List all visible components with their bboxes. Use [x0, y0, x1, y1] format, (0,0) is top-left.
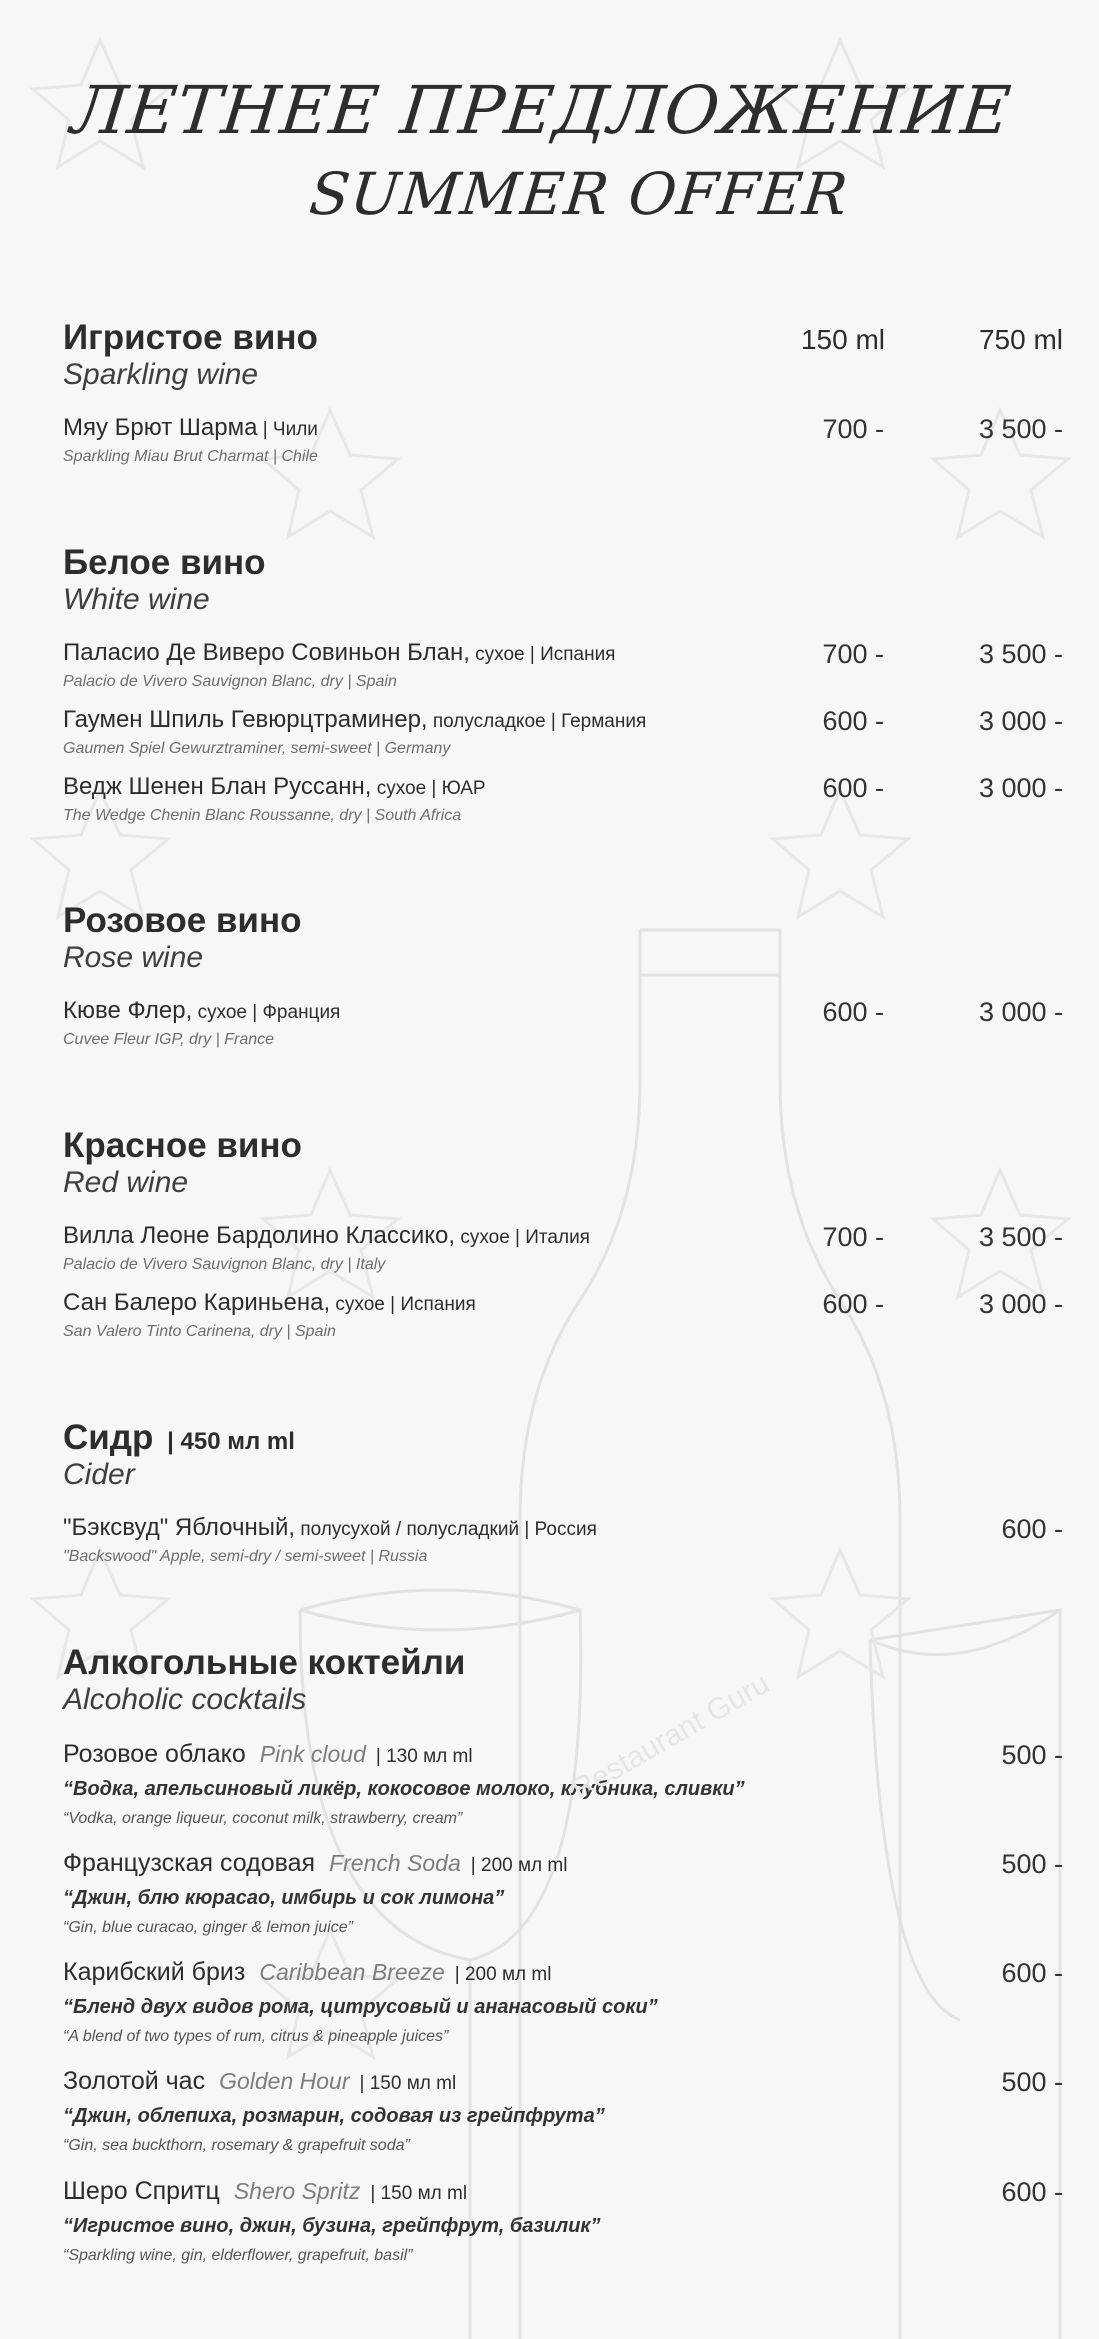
item-name-ru: Ведж Шенен Блан Руссанн, сухое | ЮАР: [63, 773, 486, 800]
item-name-ru: Паласио Де Виверо Совиньон Блан, сухое | Испания: [63, 639, 616, 666]
cocktail-description-en: “Vodka, orange liqueur, coconut milk, strawberry, cream”: [63, 1810, 463, 1827]
price-bottle: 3 500 -: [978, 639, 1063, 669]
item-name-ru: Вилла Леоне Бардолино Классико, сухое | Италия: [63, 1222, 590, 1249]
cocktail-name: Розовое облако Pink cloud | 130 мл ml: [63, 1740, 473, 1768]
section-title-en: Red wine: [63, 1166, 189, 1199]
section-title-ru: Сидр | 450 мл ml: [63, 1418, 295, 1457]
item-name-en: Cuvee Fleur IGP, dry | France: [63, 1031, 275, 1048]
item-name-en: Gaumen Spiel Gewurztraminer, semi-sweet | Germany: [63, 740, 451, 757]
price: 500 -: [1001, 1740, 1063, 1770]
column-header-bottle: 750 ml: [978, 324, 1063, 355]
price-glass: 700 -: [822, 639, 884, 669]
price-bottle: 3 000 -: [978, 773, 1063, 803]
price-glass: 700 -: [822, 414, 884, 444]
cocktail-name: Французская содовая French Soda | 200 мл ml: [63, 1849, 568, 1877]
item-name-en: Palacio de Vivero Sauvignon Blanc, dry | Spain: [63, 673, 397, 690]
section-title-en: Sparkling wine: [63, 358, 259, 391]
section-title-en: Cider: [63, 1458, 135, 1491]
price-glass: 600 -: [822, 997, 884, 1027]
cocktail-description-ru: “Игристое вино, джин, бузина, грейпфрут, базилик”: [63, 2215, 601, 2237]
price-glass: 600 -: [822, 706, 884, 736]
price-bottle: 3 500 -: [978, 1222, 1063, 1252]
section-title-en: Rose wine: [63, 941, 204, 974]
price-bottle: 3 000 -: [978, 1289, 1063, 1319]
section-title-ru: Алкогольные коктейли: [63, 1643, 466, 1682]
price: 600 -: [1001, 1514, 1063, 1544]
item-name-ru: Сан Балеро Кариньена, сухое | Испания: [63, 1289, 476, 1316]
item-name-ru: "Бэксвуд" Яблочный, полусухой / полусладкий | Россия: [63, 1514, 597, 1541]
item-name-en: "Backswood" Apple, semi-dry / semi-sweet | Russia: [63, 1548, 428, 1565]
section-title-ru: Красное вино: [63, 1126, 302, 1165]
item-name-ru: Кюве Флер, сухое | Франция: [63, 997, 341, 1024]
price-bottle: 3 000 -: [978, 997, 1063, 1027]
item-name-ru: Гаумен Шпиль Гевюрцтраминер, полусладкое | Германия: [63, 706, 647, 733]
section-title-en: Alcoholic cocktails: [63, 1683, 307, 1716]
cocktail-description-en: “A blend of two types of rum, citrus & pineapple juices”: [63, 2028, 449, 2045]
column-header-glass: 150 ml: [800, 324, 885, 355]
cocktail-description-en: “Gin, blue curacao, ginger & lemon juice”: [63, 1919, 353, 1936]
price: 500 -: [1001, 1849, 1063, 1879]
cocktail-description-ru: “Водка, апельсиновый ликёр, кокосовое молоко, клубника, сливки”: [63, 1778, 745, 1800]
section-title-ru: Белое вино: [63, 543, 266, 582]
item-name-ru: Мяу Брют Шарма | Чили: [63, 414, 318, 441]
cocktail-description-ru: “Джин, облепиха, розмарин, содовая из грейпфрута”: [63, 2105, 605, 2127]
price-bottle: 3 000 -: [978, 706, 1063, 736]
watermark: Restaurant Guru: [566, 1666, 775, 1807]
cocktail-name: Карибский бриз Caribbean Breeze | 200 мл ml: [63, 1958, 552, 1986]
section-volume: | 450 мл ml: [167, 1428, 295, 1455]
price-glass: 600 -: [822, 1289, 884, 1319]
price-glass: 600 -: [822, 773, 884, 803]
cocktail-name: Шеро Спритц Shero Spritz | 150 мл ml: [63, 2177, 468, 2205]
item-name-en: Palacio de Vivero Sauvignon Blanc, dry | Italy: [63, 1256, 386, 1273]
cocktail-description-ru: “Джин, блю кюрасао, имбирь и сок лимона”: [63, 1887, 505, 1909]
section-title-ru: Розовое вино: [63, 901, 302, 940]
price: 500 -: [1001, 2067, 1063, 2097]
price-bottle: 3 500 -: [978, 414, 1063, 444]
section-title-en: White wine: [63, 583, 210, 616]
item-name-en: The Wedge Chenin Blanc Roussanne, dry | South Africa: [63, 807, 462, 824]
price: 600 -: [1001, 2177, 1063, 2207]
item-name-en: San Valero Tinto Carinena, dry | Spain: [63, 1323, 336, 1340]
page-title-ru: ЛЕТНЕЕ ПРЕДЛОЖЕНИЕ: [67, 72, 1015, 149]
price: 600 -: [1001, 1958, 1063, 1988]
page-title-en: SUMMER OFFER: [306, 160, 852, 228]
cocktail-description-en: “Gin, sea buckthorn, rosemary & grapefruit soda”: [63, 2137, 410, 2154]
cocktail-description-ru: “Бленд двух видов рома, цитрусовый и ананасовый соки”: [63, 1996, 658, 2018]
cocktail-description-en: “Sparkling wine, gin, elderflower, grapefruit, basil”: [63, 2247, 413, 2264]
cocktail-name: Золотой час Golden Hour | 150 мл ml: [63, 2067, 457, 2095]
item-name-en: Sparkling Miau Brut Charmat | Chile: [63, 448, 318, 465]
price-glass: 700 -: [822, 1222, 884, 1252]
section-title-ru: Игристое вино: [63, 318, 318, 357]
